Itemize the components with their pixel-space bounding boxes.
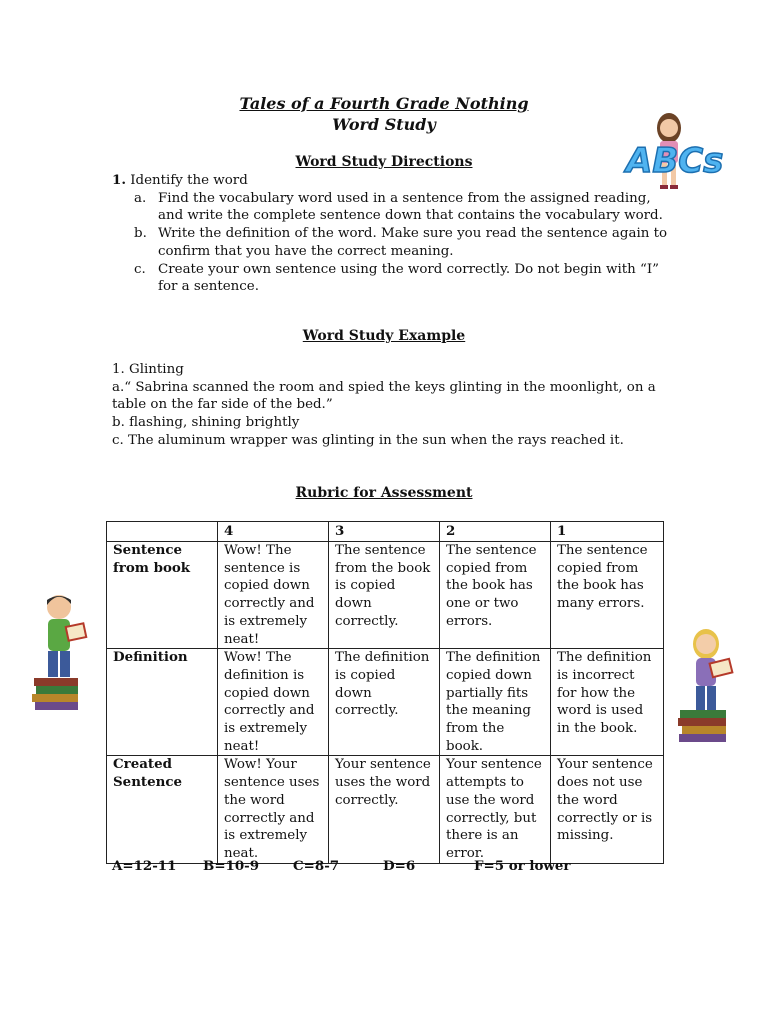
directions-item-label: a. [134, 190, 147, 206]
rubric-cell: The definition is copied down correctly. [329, 649, 440, 756]
grade-item: C=8-7 [293, 858, 340, 874]
directions-item-text: Write the definition of the word. Make sure you read the sentence again to confirm that you have the correct meaning. [158, 226, 668, 259]
rubric-cell: Your sentence uses the word correctly. [329, 756, 440, 863]
rubric-cell: The sentence from the book is copied down correctly. [329, 542, 440, 649]
rubric-header-cell: 1 [551, 522, 664, 542]
abc-letters: ABCs [626, 141, 724, 181]
rubric-cell: Your sentence attempts to use the word correctly, but there is an error. [440, 756, 551, 863]
document-subtitle: Word Study [332, 115, 436, 134]
directions-item-text: Find the vocabulary word used in a sentence from the assigned reading, and write the complete sentence down that contains the vocabulary word. [158, 190, 663, 224]
grade-item: B=10-9 [203, 858, 260, 874]
rubric-header-cell: 2 [440, 522, 551, 542]
rubric-cell: The definition is incorrect for how the word is used in the book. [551, 649, 664, 756]
rubric-row-label: Sentence from book [107, 542, 218, 649]
rubric-cell: Wow! Your sentence uses the word correctly and is extremely neat. [218, 756, 329, 863]
rubric-cell: The definition copied down partially fits the meaning from the book. [440, 649, 551, 756]
rubric-header-cell: 4 [218, 522, 329, 542]
grade-item: A=12-11 [112, 858, 177, 874]
rubric-header-cell [107, 522, 218, 542]
rubric-cell: The sentence copied from the book has one or two errors. [440, 542, 551, 649]
directions-list [112, 172, 672, 296]
directions-heading: Word Study Directions [295, 154, 473, 170]
directions-item-label: c. [134, 261, 146, 277]
rubric-row-label: Definition [107, 649, 218, 756]
table-row [107, 756, 664, 863]
rubric-header-row [107, 522, 664, 542]
rubric-header-cell: 3 [329, 522, 440, 542]
example-line: 1. Glinting [112, 362, 184, 377]
example-line: a.“ Sabrina scanned the room and spied the keys glinting in the moonlight, on a table on the far side of the bed.” [112, 379, 656, 413]
directions-item-b [112, 225, 672, 260]
rubric-table [106, 521, 664, 864]
directions-item-c [112, 261, 672, 296]
example-line: c. The aluminum wrapper was glinting in the sun when the rays reached it. [112, 432, 624, 448]
grade-item: D=6 [383, 858, 416, 874]
directions-main-item [112, 172, 672, 190]
example-block [112, 361, 672, 450]
rubric-row-label: Created Sentence [107, 756, 218, 863]
girl-reading-clipart [672, 626, 740, 746]
rubric-cell: Your sentence does not use the word correctly or is missing. [551, 756, 664, 863]
directions-item-text: Create your own sentence using the word correctly. Do not begin with “I” for a sentence. [158, 261, 659, 295]
example-line: b. flashing, shining brightly [112, 415, 300, 431]
table-row [107, 649, 664, 756]
directions-main-text: Identify the word [130, 173, 248, 188]
directions-item-label: b. [134, 226, 147, 242]
boy-reading-clipart [26, 590, 90, 716]
directions-main-number: 1. [112, 172, 126, 188]
grade-item: F=5 or lower [474, 858, 571, 874]
document-title: Tales of a Fourth Grade Nothing [239, 94, 529, 113]
directions-item-a [112, 190, 672, 225]
rubric-cell: Wow! The sentence is copied down correctly and is extremely neat! [218, 542, 329, 649]
example-heading: Word Study Example [302, 328, 466, 344]
rubric-cell: The sentence copied from the book has many errors. [551, 542, 664, 649]
table-row [107, 542, 664, 649]
rubric-heading: Rubric for Assessment [295, 485, 473, 501]
rubric-cell: Wow! The definition is copied down correctly and is extremely neat! [218, 649, 329, 756]
